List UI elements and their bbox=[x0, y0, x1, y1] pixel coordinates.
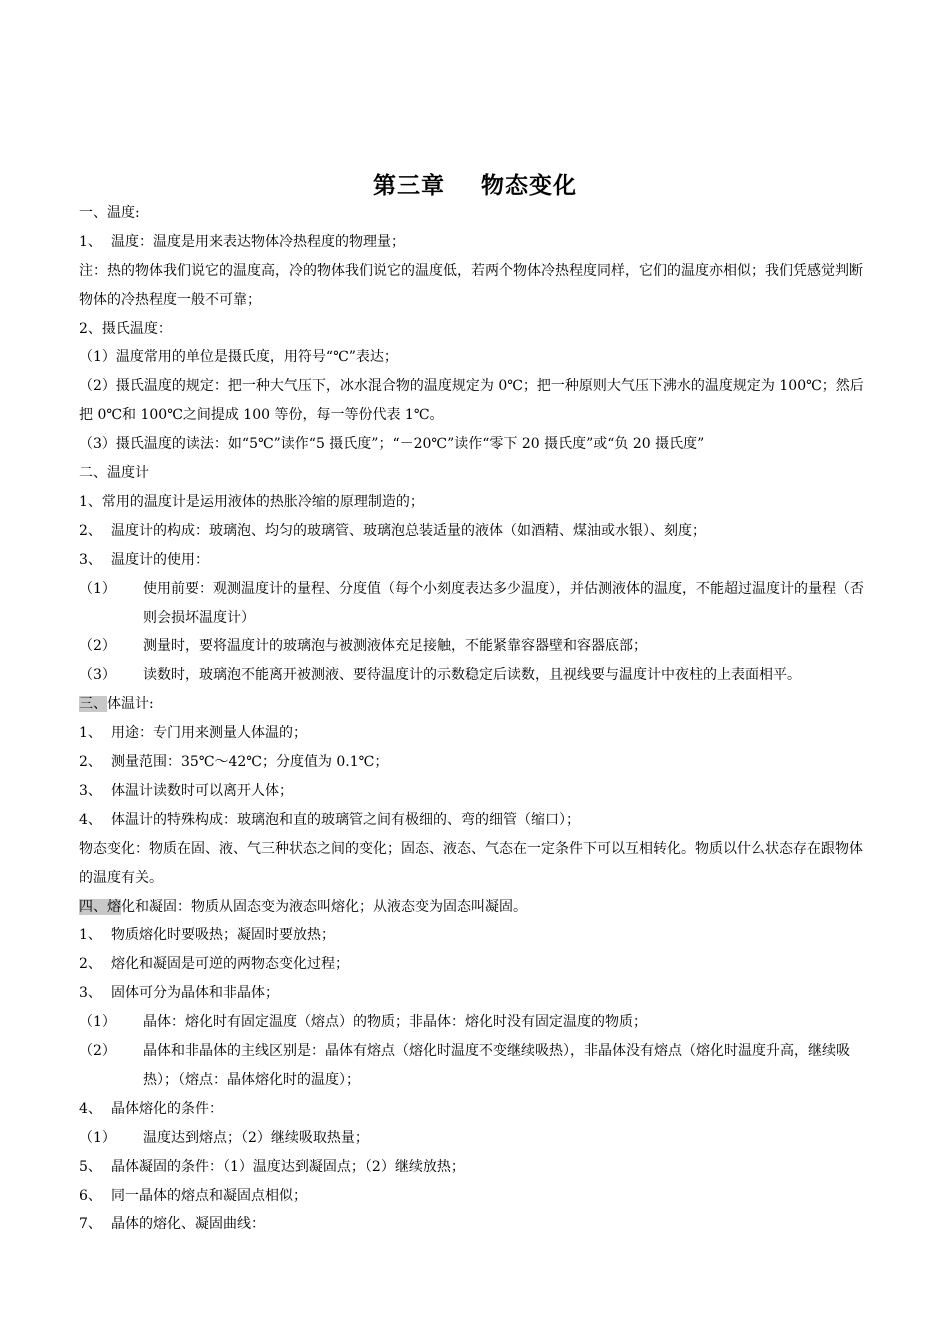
item-number: 2、 bbox=[79, 956, 102, 973]
section-heading-thermometer: 二、温度计 bbox=[79, 465, 149, 482]
item-number: 6、 bbox=[79, 1187, 102, 1204]
heading-text: 体温计: bbox=[107, 696, 154, 713]
item-number: 2、 bbox=[79, 522, 102, 539]
paragraph: （2）摄氏温度的规定：把一种大气压下，冰水混合物的温度规定为 0℃；把一种原则大气压下沸水的温度规定为 100℃；然后把 0℃和 100℃之间提成 100 等份，每一等份代表 1℃。 bbox=[79, 378, 864, 424]
item-number: （1） bbox=[79, 1014, 116, 1031]
list-item bbox=[79, 806, 872, 835]
item-text: 温度计的构成：玻璃泡、均匀的玻璃管、玻璃泡总装适量的液体（如酒精、煤油或水银）、刻度； bbox=[111, 522, 706, 539]
list-item bbox=[79, 921, 872, 950]
item-text: 固体可分为晶体和非晶体； bbox=[111, 985, 279, 1002]
list-item bbox=[79, 546, 872, 575]
item-text: 晶体凝固的条件：（1）温度达到凝固点；（2）继续放热； bbox=[111, 1158, 465, 1175]
list-item bbox=[79, 719, 872, 748]
item-text: 测量时，要将温度计的玻璃泡与被测液体充足接触，不能紧靠容器壁和容器底部； bbox=[143, 638, 647, 655]
item-number: （1） bbox=[79, 580, 116, 597]
item-text: 温度计的使用： bbox=[111, 551, 209, 568]
section-heading-temperature: 一、温度: bbox=[79, 205, 140, 221]
subheading-celsius: 2、摄氏温度： bbox=[79, 320, 172, 337]
note-paragraph: 注：热的物体我们说它的温度高，冷的物体我们说它的温度低，若两个物体冷热程度同样，它们的温度亦相似；我们凭感觉判断物体的冷热程度一般不可靠； bbox=[79, 262, 863, 308]
list-item bbox=[79, 1095, 872, 1124]
list-item bbox=[79, 748, 872, 777]
paragraph: （3）摄氏温度的读法：如“5℃”读作“5 摄氏度”；“－20℃”读作“零下 20 摄氏度”或“负 20 摄氏度” bbox=[79, 436, 705, 453]
highlighted-text: 三、 bbox=[79, 696, 107, 713]
highlighted-text: 四、熔 bbox=[79, 898, 121, 915]
list-item bbox=[79, 979, 872, 1008]
item-number: （1） bbox=[79, 1129, 116, 1146]
section-heading-clinical-thermometer bbox=[79, 690, 872, 719]
item-text: 物质熔化时要吸热；凝固时要放热； bbox=[111, 927, 335, 944]
sub-list-item bbox=[79, 1008, 872, 1037]
heading-text: 化和凝固：物质从固态变为液态叫熔化；从液态变为固态叫凝固。 bbox=[121, 898, 527, 915]
item-number: 3、 bbox=[79, 551, 102, 568]
list-item bbox=[79, 517, 872, 546]
item-text: 体温计的特殊构成：玻璃泡和直的玻璃管之间有极细的、弯的细管（缩口）； bbox=[111, 811, 580, 828]
item-text: 晶体和非晶体的主线区别是：晶体有熔点（熔化时温度不变继续吸热），非晶体没有熔点（熔化时温度升高，继续吸热）；（熔点：晶体熔化时的温度）； bbox=[143, 1043, 850, 1088]
item-text: 晶体的熔化、凝固曲线： bbox=[111, 1216, 265, 1233]
item-number: 5、 bbox=[79, 1158, 102, 1175]
sub-list-item bbox=[79, 1124, 872, 1153]
item-text: 温度：温度是用来表达物体冷热程度的物理量； bbox=[111, 233, 405, 250]
item-text: 晶体熔化的条件： bbox=[111, 1100, 223, 1117]
item-number: （2） bbox=[79, 1043, 116, 1059]
item-text: 同一晶体的熔点和凝固点相似； bbox=[111, 1187, 307, 1204]
sub-list-item bbox=[79, 661, 872, 690]
chapter-title: 第三章 物态变化 bbox=[372, 173, 578, 199]
paragraph-state-change: 物态变化：物质在固、液、气三种状态之间的变化；固态、液态、气态在一定条件下可以互相转化。物质以什么状态存在跟物体的温度有关。 bbox=[79, 840, 863, 886]
item-text: 读数时，玻璃泡不能离开被测液、要待温度计的示数稳定后读数，且视线要与温度计中夜柱的上表面相平。 bbox=[143, 667, 801, 684]
item-number: 1、 bbox=[79, 725, 102, 742]
list-item bbox=[79, 777, 872, 806]
section-heading-melting bbox=[79, 893, 872, 922]
item-text: 使用前要：观测温度计的量程、分度值（每个小刻度表达多少温度），并估测液体的温度，不能超过温度计的量程（否则会损坏温度计） bbox=[143, 580, 864, 626]
item-text: 温度达到熔点；（2）继续吸取热量； bbox=[143, 1129, 369, 1146]
item-number: 1、 bbox=[79, 233, 102, 250]
item-text: 测量范围：35℃～42℃；分度值为 0.1℃； bbox=[111, 754, 389, 771]
paragraph: 1、常用的温度计是运用液体的热胀冷缩的原理制造的； bbox=[79, 493, 424, 510]
item-text: 用途：专门用来测量人体温的； bbox=[111, 725, 307, 742]
document-body bbox=[79, 199, 872, 1239]
item-number: 1、 bbox=[79, 927, 102, 944]
item-text: 体温计读数时可以离开人体； bbox=[111, 782, 293, 799]
list-item bbox=[79, 1153, 872, 1182]
item-number: （3） bbox=[79, 667, 116, 684]
item-text: 晶体：熔化时有固定温度（熔点）的物质；非晶体：熔化时没有固定温度的物质； bbox=[143, 1014, 647, 1031]
sub-list-item bbox=[79, 1037, 872, 1095]
item-number: 3、 bbox=[79, 782, 102, 799]
list-item bbox=[79, 1210, 872, 1239]
list-item bbox=[79, 228, 872, 257]
list-item bbox=[79, 950, 872, 979]
item-number: 3、 bbox=[79, 985, 102, 1002]
paragraph: （1）温度常用的单位是摄氏度，用符号“℃”表达； bbox=[79, 349, 398, 366]
sub-list-item bbox=[79, 575, 872, 633]
sub-list-item bbox=[79, 632, 872, 661]
item-number: （2） bbox=[79, 638, 116, 655]
item-number: 2、 bbox=[79, 754, 102, 771]
item-number: 7、 bbox=[79, 1216, 102, 1233]
item-number: 4、 bbox=[79, 1100, 102, 1117]
item-text: 熔化和凝固是可逆的两物态变化过程； bbox=[111, 956, 349, 973]
list-item bbox=[79, 1182, 872, 1211]
item-number: 4、 bbox=[79, 811, 102, 828]
